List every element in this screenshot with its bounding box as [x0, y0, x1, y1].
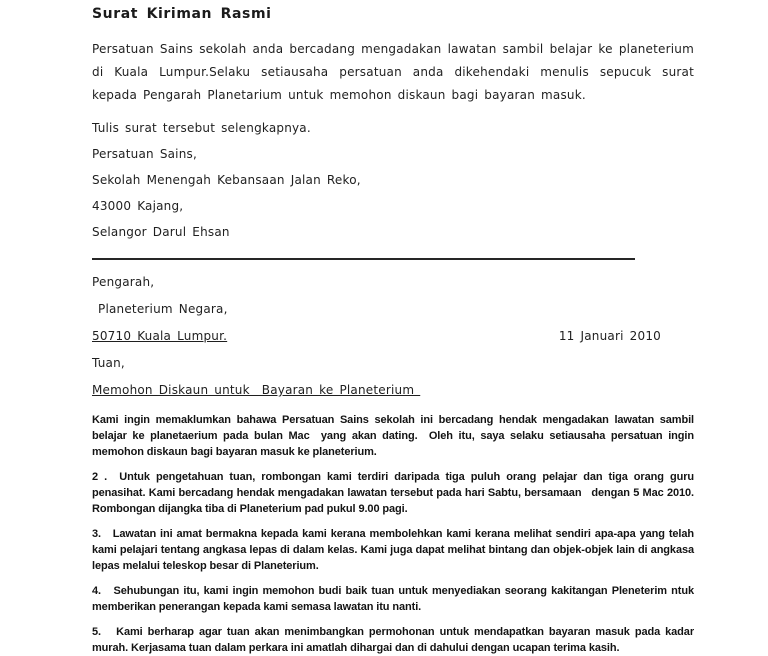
body-paragraph: 3. Lawatan ini amat bermakna kepada kami kerana membolehkan kami kerana melihat sendiri apa-apa yang telah kami pelajari tentang angkasa lepas di dalam kelas. Kami juga dapat melihat bintang dan objek-objek lain di angkasa lepas melalui teleskop besar di Planeterium.: [92, 528, 697, 572]
sender-line: Sekolah Menengah Kebansaan Jalan Reko,: [92, 173, 361, 187]
section-divider: [92, 258, 635, 260]
body-paragraph: 2 . Untuk pengetahuan tuan, rombongan kami terdiri daripada tiga puluh orang pelajar dan tiga orang guru penasihat. Kami bercadang hendak mengadakan lawatan tersebut pada hari Sabtu, bersamaan dengan 5 Mac 2010. Rombongan dijangka tiba di Planeterium pad pukul 9.00 pagi.: [92, 471, 697, 515]
recipient-line: Planeterium Negara,: [92, 302, 228, 316]
body-paragraph: Kami ingin memaklumkan bahawa Persatuan Sains sekolah ini bercadang hendak mengadakan lawatan sambil belajar ke planetaerium pada bulan Mac yang akan dating. Oleh itu, saya selaku setiausaha persatuan ingin memohon diskaun bagi bayaran masuk ke planeterium.: [92, 414, 697, 458]
sender-line: Persatuan Sains,: [92, 147, 197, 161]
subject-line: Memohon Diskaun untuk Bayaran ke Planeterium: [92, 383, 421, 397]
salutation-line: Tuan,: [92, 356, 125, 370]
intro-paragraph: Persatuan Sains sekolah anda bercadang mengadakan lawatan sambil belajar ke planeterium di Kuala Lumpur.Selaku setiausaha persatuan anda dikehendaki menulis sepucuk surat kepada Pengarah Planetarium untuk memohon diskaun bagi bayaran masuk.: [92, 42, 694, 102]
page-title: Surat Kiriman Rasmi: [92, 6, 272, 22]
letter-date: 11 Januari 2010: [558, 329, 661, 343]
sender-line: 43000 Kajang,: [92, 199, 184, 213]
recipient-city: 50710 Kuala Lumpur.: [92, 329, 228, 343]
sender-line: Selangor Darul Ehsan: [92, 225, 230, 239]
sender-address-block: [92, 141, 694, 245]
recipient-line: Pengarah,: [92, 275, 155, 289]
body-paragraph: 4. Sehubungan itu, kami ingin memohon budi baik tuan untuk menyediakan seorang kakitangan Pleneterim ntuk memberikan penerangan kepada kami semasa lawatan itu nanti.: [92, 585, 697, 613]
letter-body: [92, 412, 697, 656]
body-paragraph: 5. Kami berharap agar tuan akan menimbangkan permohonan untuk mendapatkan bayaran masuk pada kadar murah. Kerjasama tuan dalam perkara ini amatlah dihargai dan di dahului dengan ucapan terima kasih.: [92, 626, 697, 654]
recipient-address-block: [92, 269, 694, 350]
city-date-row: [92, 323, 694, 350]
instruction-line: Tulis surat tersebut selengkapnya.: [92, 121, 311, 135]
